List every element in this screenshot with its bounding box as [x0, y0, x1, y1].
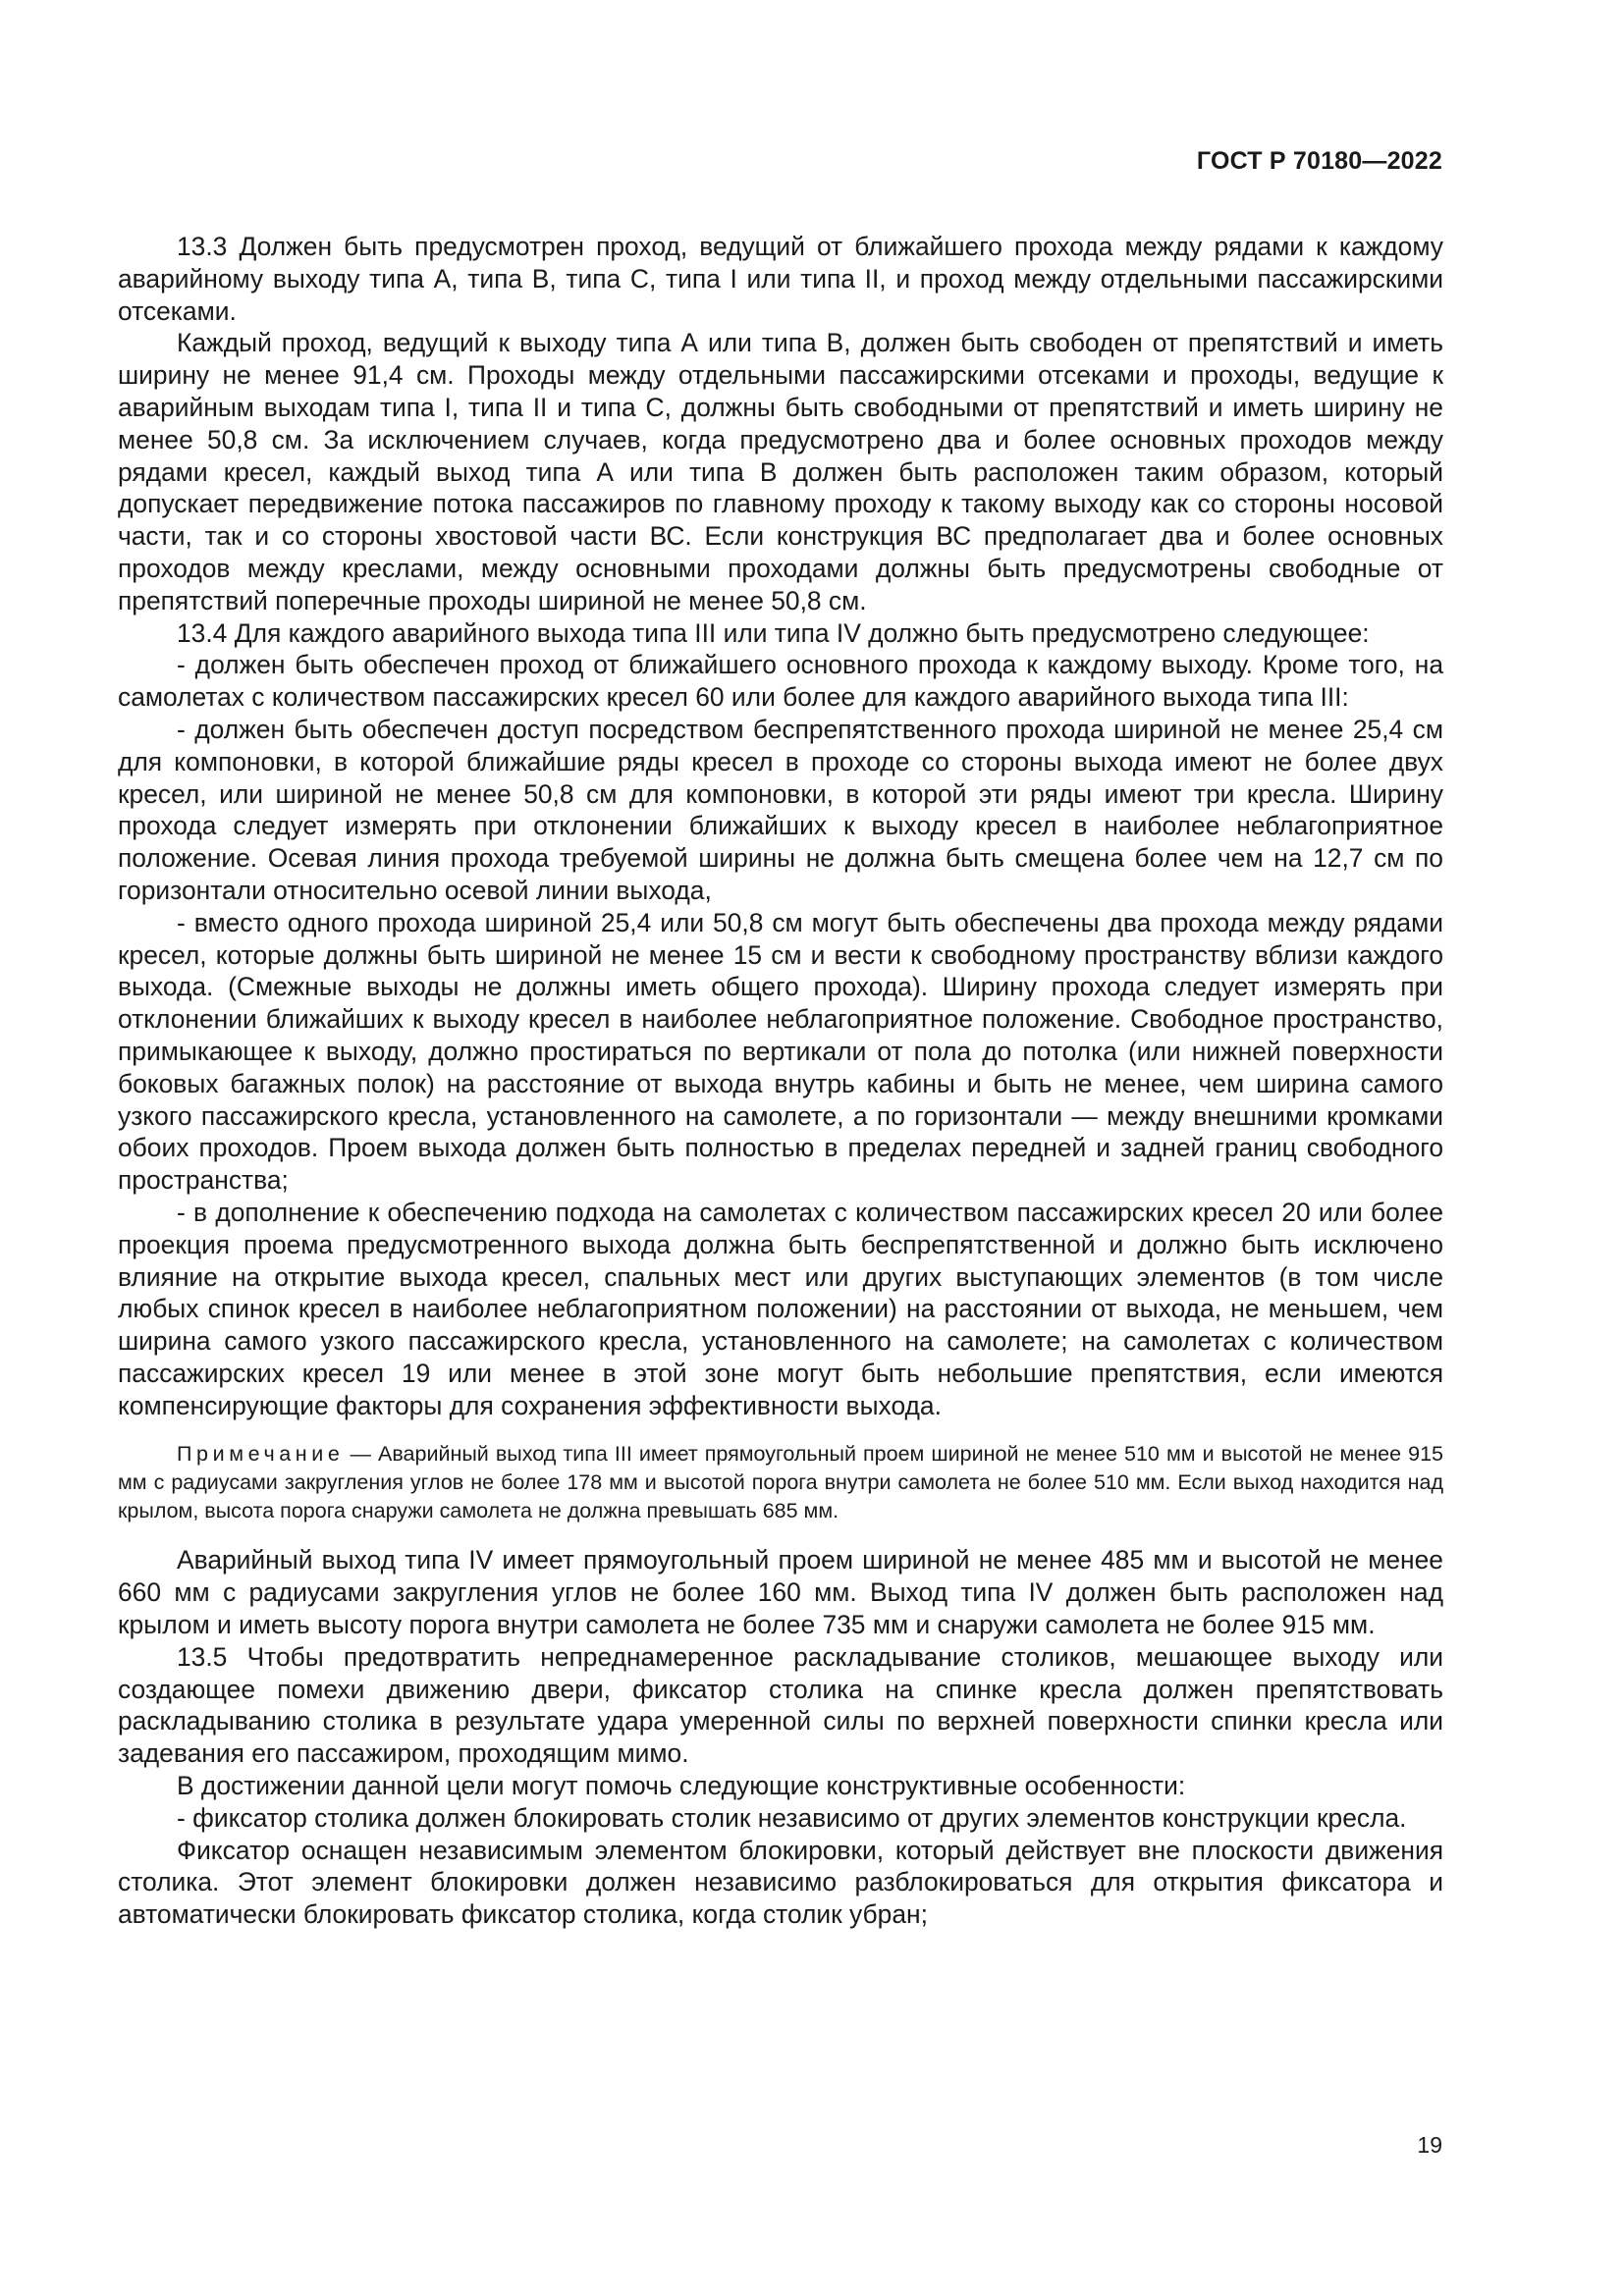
document-body [118, 231, 1443, 1931]
paragraph-design-features: В достижении данной цели могут помочь следующие конструктивные особенности: [177, 1771, 1186, 1801]
document-header: ГОСТ Р 70180—2022 [1196, 147, 1442, 175]
page-number: 19 [1417, 2132, 1442, 2158]
list-item-two-passages: - вместо одного прохода шириной 25,4 или 50,8 см могут быть обеспечены два прохода между рядами кресел, которые должны быть шириной не менее 15 см и вести к свободному пространству вблизи каждого выхода. (Смежные выходы не должны иметь общего прохода). Ширину прохода следует измерять при отклонении ближайших к выходу кресел в наиболее неблагоприятное положение. Свободное пространство, примыкающее к выходу, должно простираться по вертикали от пола до потолка (или нижней поверхности боковых багажных полок) на расстояние от выхода внутрь кабины и быть не менее, чем ширина самого узкого пассажирского кресла, установленного на самолете, а по горизонтали — между внешними кромками обоих проходов. Проем выхода должен быть полностью в пределах передней и задней границ свободного пространства; [118, 907, 1443, 1196]
paragraph-13-3: 13.3 Должен быть предусмотрен проход, ведущий от ближайшего прохода между рядами к каждому аварийному выходу типа А, типа В, типа С, типа I или типа II, и проход между отдельными пассажирскими отсеками. [118, 232, 1443, 326]
paragraph-passage-widths: Каждый проход, ведущий к выходу типа А или типа В, должен быть свободен от препятствий и иметь ширину не менее 91,4 см. Проходы между отдельными пассажирскими отсеками и проходы, ведущие к аварийным выходам типа I, типа II и типа С, должны быть свободными от препятствий и иметь ширину не менее 50,8 см. За исключением случаев, когда предусмотрено два и более основных проходов между рядами кресел, каждый выход типа А или типа В должен быть расположен таким образом, который допускает передвижение потока пассажиров по главному проходу к такому выходу как со стороны носовой части, так и со стороны хвостовой части ВС. Если конструкция ВС предполагает два и более основных проходов между креслами, между основными проходами должны быть предусмотрены свободные от препятствий поперечные проходы шириной не менее 50,8 см. [118, 328, 1443, 615]
list-item-main-passage: - должен быть обеспечен проход от ближайшего основного прохода к каждому выходу. Кроме того, на самолетах с количеством пассажирских кресел 60 или более для каждого аварийного выхода типа III: [118, 650, 1443, 713]
paragraph-13-4: 13.4 Для каждого аварийного выхода типа III или типа IV должно быть предусмотрено следующее: [177, 617, 1370, 648]
list-item-tray-lock: - фиксатор столика должен блокировать столик независимо от других элементов конструкции кресла. [177, 1802, 1407, 1833]
paragraph-type-iv-exit: Аварийный выход типа IV имеет прямоугольный проем шириной не менее 485 мм и высотой не менее 660 мм с радиусами закругления углов не более 160 мм. Выход типа IV должен быть расположен над крылом и иметь высоту порога внутри самолета не более 735 мм и снаружи самолета не более 915 мм. [118, 1545, 1443, 1640]
note-label: Примечание [177, 1442, 345, 1467]
list-item-access-width: - должен быть обеспечен доступ посредством беспрепятственного прохода шириной не менее 25,4 см для компоновки, в которой ближайшие ряды кресел в проходе со стороны выхода имеют не более двух кресел, или шириной не менее 50,8 см для компоновки, в которой эти ряды имеют три кресла. Ширину прохода следует измерять при отклонении ближайших к выходу кресел в наиболее неблагоприятное положение. Осевая линия прохода требуемой ширины не должна быть смещена более чем на 12,7 см по горизонтали относительно осевой линии выхода, [118, 714, 1443, 905]
note-block [118, 1440, 1443, 1525]
list-item-exit-projection: - в дополнение к обеспечению подхода на самолетах с количеством пассажирских кресел 20 или более проекция проема предусмотренного выхода должна быть беспрепятственной и должно быть исключено влияние на открытие выхода кресел, спальных мест или других выступающих элементов (в том числе любых спинок кресел в наиболее неблагоприятном положении) на расстоянии от выхода, не меньшем, чем ширина самого узкого пассажирского кресла, установленного на самолете; на самолетах с количеством пассажирских кресел 19 или менее в этой зоне могут быть небольшие препятствия, если имеются компенсирующие факторы для сохранения эффективности выхода. [118, 1197, 1443, 1420]
note-text: — Аварийный выход типа III имеет прямоугольный проем шириной не менее 510 мм и высотой не менее 915 мм с радиусами закругления углов не более 178 мм и высотой порога внутри самолета не более 510 мм. Если выход находится над крылом, высота порога снаружи самолета не должна превышать 685 мм. [118, 1442, 1443, 1523]
paragraph-lock-element: Фиксатор оснащен независимым элементом блокировки, который действует вне плоскости движения столика. Этот элемент блокировки должен независимо разблокироваться для открытия фиксатора и автоматически блокировать фиксатор столика, когда столик убран; [118, 1835, 1443, 1930]
paragraph-13-5: 13.5 Чтобы предотвратить непреднамеренное раскладывание столиков, мешающее выходу или создающее помехи движению двери, фиксатор столика на спинке кресла должен препятствовать раскладыванию столика в результате удара умеренной силы по верхней поверхности спинки кресла или задевания его пассажиром, проходящим мимо. [118, 1641, 1443, 1769]
